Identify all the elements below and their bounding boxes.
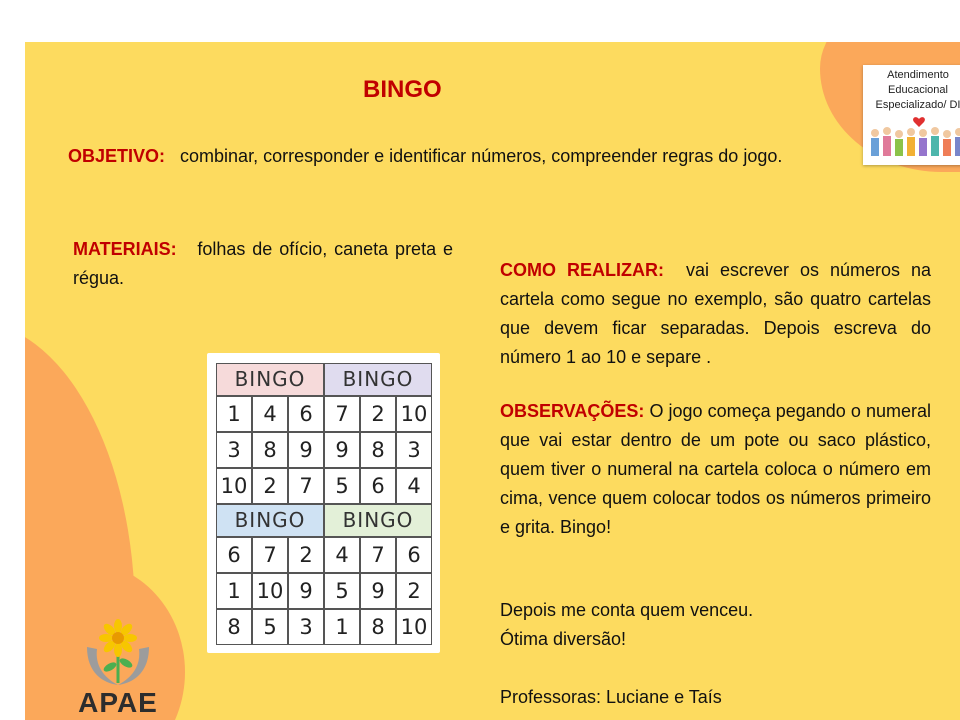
bingo-header-bottom-right: BINGO [324, 504, 432, 537]
materiais-text: folhas de ofício, caneta preta e régua. [73, 239, 453, 288]
bingo-cell: 4 [252, 396, 288, 432]
apae-logo [73, 617, 163, 720]
bingo-cell: 10 [396, 609, 432, 645]
bingo-cell: 8 [216, 609, 252, 645]
observacoes-text: O jogo começa pegando o numeral que vai estar dentro de um pote ou saco plástico, quem tiver o numeral na cartela coloca o número em cima, vence quem colocar todos os números primeiro e grita. Bingo! [500, 401, 931, 537]
bingo-cell: 7 [324, 396, 360, 432]
objetivo-paragraph [68, 142, 813, 171]
aee-logo [863, 65, 960, 165]
objetivo-label: OBJETIVO: [68, 146, 166, 166]
bingo-cell: 5 [324, 468, 360, 504]
bingo-cell: 1 [216, 396, 252, 432]
closing-line-2: Ótima diversão! [500, 629, 627, 649]
aee-logo-line-2: Educacional [888, 84, 948, 96]
aee-logo-line-1: Atendimento [887, 69, 949, 81]
bingo-cell: 3 [216, 432, 252, 468]
bingo-cell: 1 [324, 609, 360, 645]
bingo-cell: 4 [396, 468, 432, 504]
bingo-cell: 8 [360, 609, 396, 645]
page-title: BINGO [363, 76, 442, 103]
aee-logo-line-3: Especializado/ DI [875, 99, 960, 111]
bingo-cell: 5 [324, 573, 360, 609]
bingo-cell: 6 [216, 537, 252, 573]
materiais-paragraph [73, 235, 453, 293]
bingo-cell: 3 [288, 609, 324, 645]
bingo-cell: 2 [252, 468, 288, 504]
closing-line-1: Depois me conta quem venceu. [500, 600, 754, 620]
bingo-cell: 2 [360, 396, 396, 432]
bingo-cell: 8 [360, 432, 396, 468]
bingo-cell: 8 [252, 432, 288, 468]
bingo-cell: 2 [396, 573, 432, 609]
apae-logo-text: APAE [78, 687, 158, 718]
closing-spacer [500, 654, 931, 683]
bingo-cell: 6 [396, 537, 432, 573]
bingo-cell: 5 [252, 609, 288, 645]
slide [25, 42, 960, 720]
bingo-cell: 3 [396, 432, 432, 468]
bingo-header-top-right: BINGO [324, 363, 432, 396]
observacoes-label: OBSERVAÇÕES: [500, 401, 645, 421]
bingo-cell: 10 [216, 468, 252, 504]
bingo-cell: 10 [252, 573, 288, 609]
signature: Professoras: Luciane e Taís [500, 687, 722, 707]
observacoes-paragraph [500, 397, 931, 542]
bingo-cell: 9 [288, 432, 324, 468]
bingo-cell: 9 [288, 573, 324, 609]
bingo-header-bottom-left: BINGO [216, 504, 324, 537]
bingo-cell: 7 [360, 537, 396, 573]
materiais-label: MATERIAIS: [73, 239, 177, 259]
people-illustration-icon [867, 113, 960, 161]
bingo-cell: 7 [288, 468, 324, 504]
objetivo-text: combinar, corresponder e identificar números, compreender regras do jogo. [180, 146, 783, 166]
bingo-cell: 7 [252, 537, 288, 573]
bingo-cell: 2 [288, 537, 324, 573]
bingo-cell: 9 [360, 573, 396, 609]
bingo-grid [216, 363, 432, 645]
bingo-cell: 6 [288, 396, 324, 432]
bingo-header-top-left: BINGO [216, 363, 324, 396]
bingo-cell: 1 [216, 573, 252, 609]
bingo-cell: 4 [324, 537, 360, 573]
bingo-cell: 9 [324, 432, 360, 468]
closing-block [500, 596, 931, 712]
como-realizar-paragraph [500, 256, 931, 372]
bingo-cell: 10 [396, 396, 432, 432]
bingo-cell: 6 [360, 468, 396, 504]
apae-flower-icon [73, 617, 163, 689]
bingo-card-example [207, 353, 440, 653]
como-realizar-text: vai escrever os números na cartela como segue no exemplo, são quatro cartelas que devem ficar separadas. Depois escreva do número 1 ao 10 e separe . [500, 260, 931, 367]
como-realizar-label: COMO REALIZAR: [500, 260, 664, 280]
